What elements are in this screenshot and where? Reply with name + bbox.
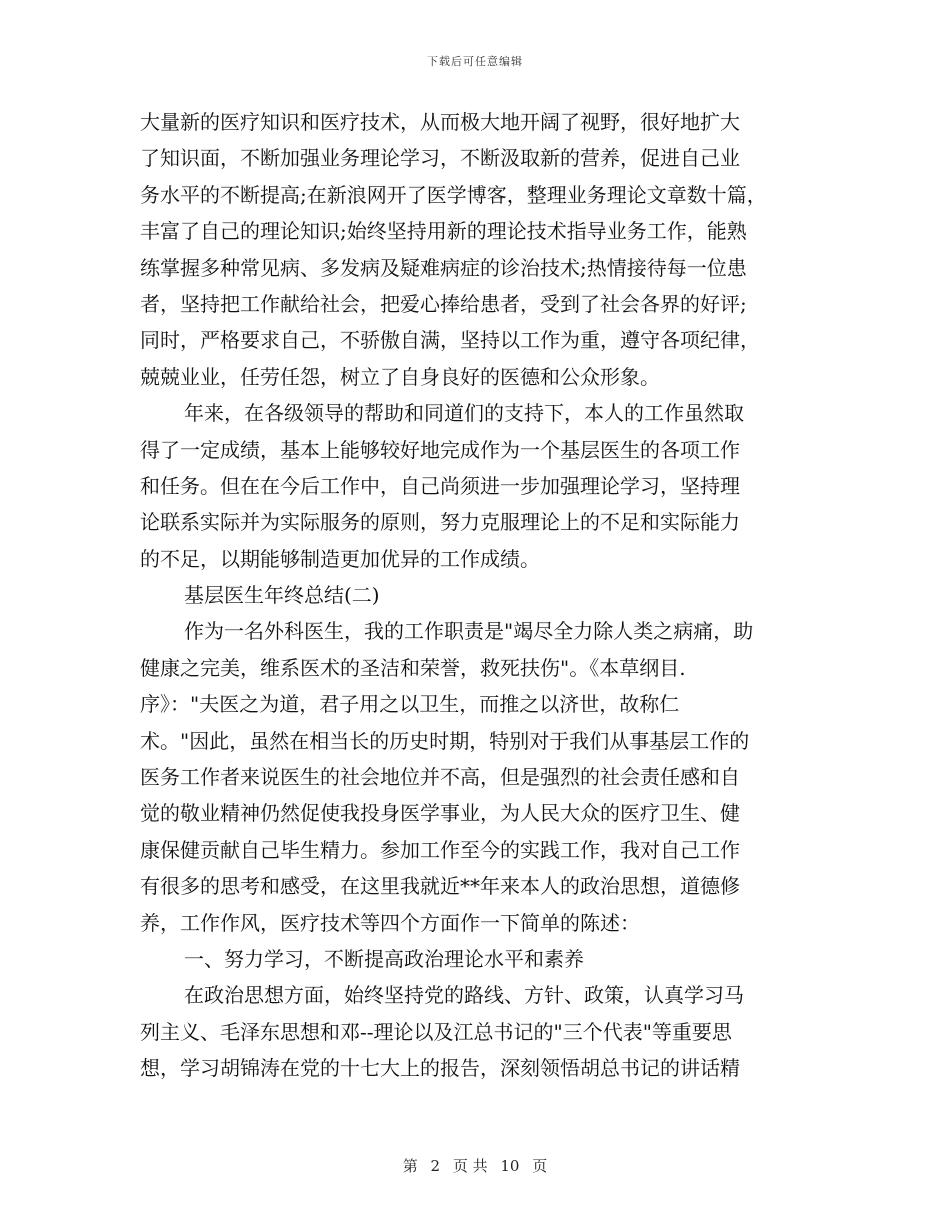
body-line: 想，学习胡锦涛在党的十七大上的报告，深刻领悟胡总书记的讲话精 <box>140 1056 740 1081</box>
body-line: 的不足，以期能够制造更加优异的工作成绩。 <box>140 546 540 571</box>
paragraph-start-line: 作为一名外科医生，我的工作职责是"竭尽全力除人类之病痛，助 <box>184 619 754 644</box>
page-footer <box>0 1155 950 1176</box>
footer-suffix: 页 <box>532 1157 548 1175</box>
footer-prefix: 第 <box>402 1157 418 1175</box>
current-page-number: 2 <box>430 1157 441 1175</box>
body-line: 练掌握多种常见病、多发病及疑难病症的诊治技术;热情接待每一位患 <box>140 255 747 280</box>
body-line: 了知识面，不断加强业务理论学习，不断汲取新的营养，促进自己业 <box>140 146 740 171</box>
body-line: 康保健贡献自己毕生精力。参加工作至今的实践工作，我对自己工作 <box>140 837 740 862</box>
body-line: 健康之完美，维系医术的圣洁和荣誉，救死扶伤"。《本草纲目. <box>140 655 686 680</box>
body-line: 序》："夫医之为道，君子用之以卫生，而推之以济世，故称仁 <box>140 692 680 717</box>
body-line: 者，坚持把工作献给社会，把爱心捧给患者，受到了社会各界的好评; <box>140 291 747 316</box>
body-line: 和任务。但在在今后工作中，自己尚须进一步加强理论学习，坚持理 <box>140 473 740 498</box>
body-line: 同时，严格要求自己，不骄傲自满，坚持以工作为重，遵守各项纪律， <box>140 328 760 353</box>
body-text <box>140 104 820 1087</box>
body-line: 养，工作作风，医疗技术等四个方面作一下简单的陈述： <box>140 910 640 935</box>
total-page-count: 10 <box>500 1157 520 1175</box>
paragraph-start-line: 年来，在各级领导的帮助和同道们的支持下，本人的工作虽然取 <box>184 401 744 426</box>
body-line: 兢兢业业，任劳任怨，树立了自身良好的医德和公众形象。 <box>140 364 660 389</box>
subsection-heading: 一、努力学习，不断提高政治理论水平和素养 <box>184 946 584 971</box>
section-title: 基层医生年终总结(二) <box>184 583 380 608</box>
body-line: 觉的敬业精神仍然促使我投身医学事业，为人民大众的医疗卫生、健 <box>140 801 740 826</box>
body-line: 得了一定成绩，基本上能够较好地完成作为一个基层医生的各项工作 <box>140 437 740 462</box>
body-line: 论联系实际并为实际服务的原则，努力克服理论上的不足和实际能力 <box>140 510 740 535</box>
paragraph-start-line: 在政治思想方面，始终坚持党的路线、方针、政策，认真学习马 <box>184 983 744 1008</box>
footer-middle: 页 共 <box>452 1157 488 1175</box>
header-note: 下载后可任意编辑 <box>427 55 523 68</box>
body-line: 务水平的不断提高;在新浪网开了医学博客，整理业务理论文章数十篇， <box>140 182 767 207</box>
body-line: 列主义、毛泽东思想和邓--理论以及江总书记的"三个代表"等重要思 <box>140 1019 732 1044</box>
body-line: 医务工作者来说医生的社会地位并不高，但是强烈的社会责任感和自 <box>140 765 740 790</box>
body-line: 有很多的思考和感受，在这里我就近**年来本人的政治思想，道德修 <box>140 874 740 899</box>
body-line: 大量新的医疗知识和医疗技术，从而极大地开阔了视野，很好地扩大 <box>140 110 740 134</box>
body-line: 丰富了自己的理论知识;始终坚持用新的理论技术指导业务工作，能熟 <box>140 219 747 244</box>
body-line: 术。"因此，虽然在相当长的历史时期，特别对于我们从事基层工作的 <box>140 728 750 753</box>
